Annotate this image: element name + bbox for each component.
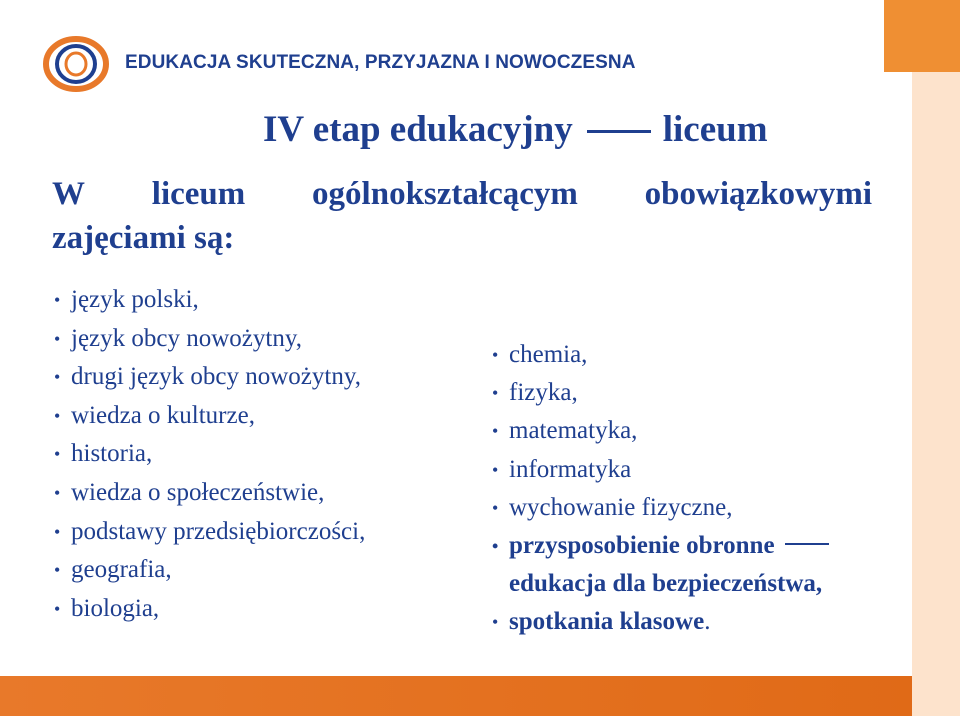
right-decor-block bbox=[884, 0, 960, 72]
subjects-list-right bbox=[492, 336, 829, 642]
list-item: • matematyka, bbox=[492, 412, 829, 450]
bullet-icon: • bbox=[492, 421, 499, 442]
intro-word: ogólnokształcącym bbox=[312, 176, 578, 212]
intro-line-2: zajęciami są: bbox=[52, 220, 235, 256]
bullet-icon: • bbox=[54, 444, 61, 465]
right-decor-bar bbox=[912, 0, 960, 716]
header-title: EDUKACJA SKUTECZNA, PRZYJAZNA I NOWOCZESNA bbox=[125, 52, 636, 73]
bullet-icon: • bbox=[54, 521, 61, 542]
list-item: • informatyka bbox=[492, 451, 829, 489]
intro-word: liceum bbox=[151, 176, 246, 212]
intro-text bbox=[52, 172, 872, 260]
bottom-decor-bar bbox=[0, 676, 912, 716]
bullet-icon: • bbox=[492, 536, 499, 557]
list-item-continuation: edukacja dla bezpieczeństwa, bbox=[509, 570, 823, 598]
bullet-icon: • bbox=[54, 328, 61, 349]
page-title-sub: liceum bbox=[662, 109, 768, 150]
list-item: • biologia, bbox=[54, 590, 365, 629]
list-item: • wiedza o społeczeństwie, bbox=[54, 474, 365, 513]
bullet-icon: • bbox=[492, 345, 499, 365]
list-item: • język polski, bbox=[54, 281, 365, 320]
bullet-icon: • bbox=[492, 497, 499, 518]
intro-word: W bbox=[52, 176, 85, 212]
bullet-icon: • bbox=[492, 459, 499, 480]
brand-logo-icon bbox=[40, 32, 112, 92]
bullet-icon: • bbox=[54, 482, 61, 503]
list-item-special: • spotkania klasowe. bbox=[492, 603, 829, 641]
list-item: • chemia, bbox=[492, 336, 829, 374]
subjects-list-left bbox=[54, 281, 365, 628]
bullet-icon: • bbox=[492, 383, 499, 404]
page-title bbox=[263, 108, 768, 151]
list-item: • drugi język obcy nowożytny, bbox=[54, 358, 365, 397]
bullet-icon: • bbox=[492, 612, 499, 633]
list-item: • wiedza o kulturze, bbox=[54, 397, 365, 436]
list-item: • geografia, bbox=[54, 551, 365, 590]
dash-separator bbox=[785, 543, 829, 545]
bullet-icon: • bbox=[54, 405, 61, 426]
bullet-icon: • bbox=[54, 367, 61, 388]
page-title-main: IV etap edukacyjny bbox=[263, 109, 573, 150]
list-item: • fizyka, bbox=[492, 374, 829, 412]
list-item-special: • przysposobienie obronne bbox=[492, 527, 829, 565]
bullet-icon: • bbox=[54, 598, 61, 619]
list-item: • podstawy przedsiębiorczości, bbox=[54, 513, 365, 552]
list-item: • wychowanie fizyczne, bbox=[492, 489, 829, 527]
bullet-icon: • bbox=[54, 290, 61, 310]
intro-line-1 bbox=[52, 172, 872, 216]
bullet-icon: • bbox=[54, 560, 61, 581]
title-dash bbox=[587, 130, 651, 133]
list-item: • historia, bbox=[54, 435, 365, 474]
list-item: • język obcy nowożytny, bbox=[54, 320, 365, 359]
intro-word: obowiązkowymi bbox=[644, 176, 872, 212]
